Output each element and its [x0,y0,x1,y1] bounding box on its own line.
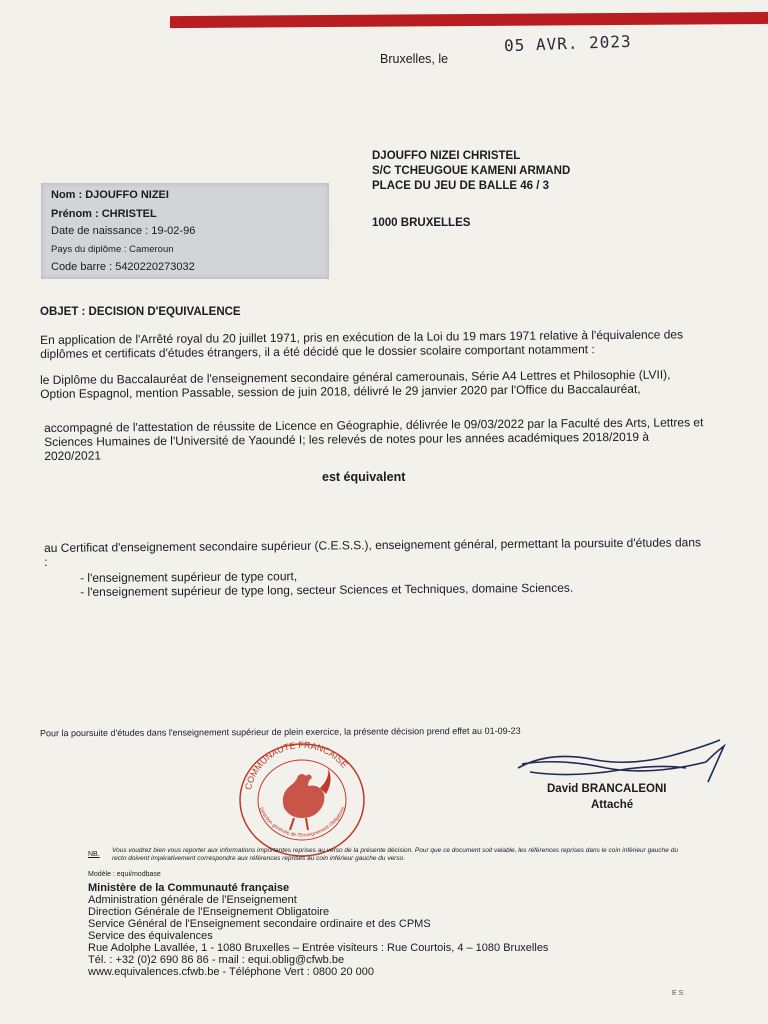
list-item: - l'enseignement supérieur de type court, [80,569,298,585]
city-label: Bruxelles, le [380,52,449,66]
letterhead-red-bar [170,12,768,28]
seal-bottom-text: Direction générale de l'Enseignement Obligatoire [257,805,347,839]
effective-date-note: Pour la poursuite d'études dans l'enseignement supérieur de plein exercice, la présente décision prend effet au 01-09-23 [39,725,521,739]
identity-box [41,183,329,279]
signatory-title: Attaché [591,799,634,811]
date-stamp: 05 AVR. 2023 [503,31,632,56]
seal-top-text: COMMUNAUTE FRANCAISE [243,739,350,791]
footer-line: Direction Générale de l'Enseignement Obligatoire [88,906,330,918]
id-pays-diplome: Pays du diplôme : Cameroun [51,244,174,255]
id-prenom: Prénom : CHRISTEL [51,208,157,220]
footer-line: Service des équivalences [88,930,213,942]
paragraph-attestation: accompagné de l'attestation de réussite de Licence en Géographie, délivrée le 09/03/2022 par la Faculté des Arts, Lettres et Sciences Humaines de l'Université de Yaoundé I; les relevés de notes pour les années académiques 2018/2019 à 2020/2021 [44,415,704,463]
list-item: - l'enseignement supérieur de type long, secteur Sciences et Techniques, domaine Sciences. [80,580,574,599]
paragraph-legal-basis: En application de l'Arrêté royal du 20 juillet 1971, pris en exécution de la Loi du 19 mars 1971 relative à l'équivalence des diplômes et certificats d'études étrangers, il a été décidé que le dossier scolaire comportant notamment : [40,327,684,361]
signatory-name: David BRANCALEONI [547,783,667,795]
recipient-name: DJOUFFO NIZEI CHRISTEL [372,150,521,162]
footer-line: Administration générale de l'Enseignement [88,894,297,906]
recipient-care-of: S/C TCHEUGOUE KAMENI ARMAND [372,165,571,177]
nb-notice: Vous voudrez bien vous reporter aux informations importantes reprises au verso de la présente décision. Pour que ce document soit valable, les références reprises dans le coin inférieur gauche du recto doivent impérativement correspondre aux références reprises au coin inférieur gauche du verso. [112,847,678,862]
model-reference: Modèle : equi/modbase [88,871,161,878]
rooster-icon [283,768,331,830]
ministry-footer [88,882,548,978]
official-seal [232,738,372,858]
id-code-barre: Code barre : 5420220273032 [51,261,195,273]
studies-list [80,567,573,599]
equivalence-statement: est équivalent [322,470,406,484]
id-nom: Nom : DJOUFFO NIZEI [51,189,169,201]
footer-address: Rue Adolphe Lavallée, 1 - 1080 Bruxelles – Entrée visiteurs : Rue Courtois, 4 – 1080 Bruxelles [88,942,549,954]
subject-line: OBJET : DECISION D'EQUIVALENCE [40,306,241,318]
footer-contact: Tél. : +32 (0)2 690 86 86 - mail : equi.oblig@cfwb.be [88,954,345,966]
corner-mark: ES [672,990,686,997]
recipient-city: 1000 BRUXELLES [372,217,471,229]
ministry-name: Ministère de la Communauté française [88,882,290,894]
id-date-naissance: Date de naissance : 19-02-96 [51,225,196,237]
nb-label: NB. [88,851,100,858]
paragraph-certificate: au Certificat d'enseignement secondaire supérieur (C.E.S.S.), enseignement général, permettant la poursuite d'études dans : [44,535,702,569]
paragraph-diploma: le Diplôme du Baccalauréat de l'enseignement secondaire général camerounais, Série A4 Lettres et Philosophie (LVII), Option Espagnol, mention Passable, session de juin 2018, délivré le 29 janvier 2020 par l'Office du Baccalauréat, [40,367,671,401]
recipient-street: PLACE DU JEU DE BALLE 46 / 3 [372,180,550,192]
footer-line: Service Général de l'Enseignement secondaire ordinaire et des CPMS [88,918,431,930]
recipient-address [372,149,570,194]
footer-website: www.equivalences.cfwb.be - Téléphone Vert : 0800 20 000 [88,966,374,978]
